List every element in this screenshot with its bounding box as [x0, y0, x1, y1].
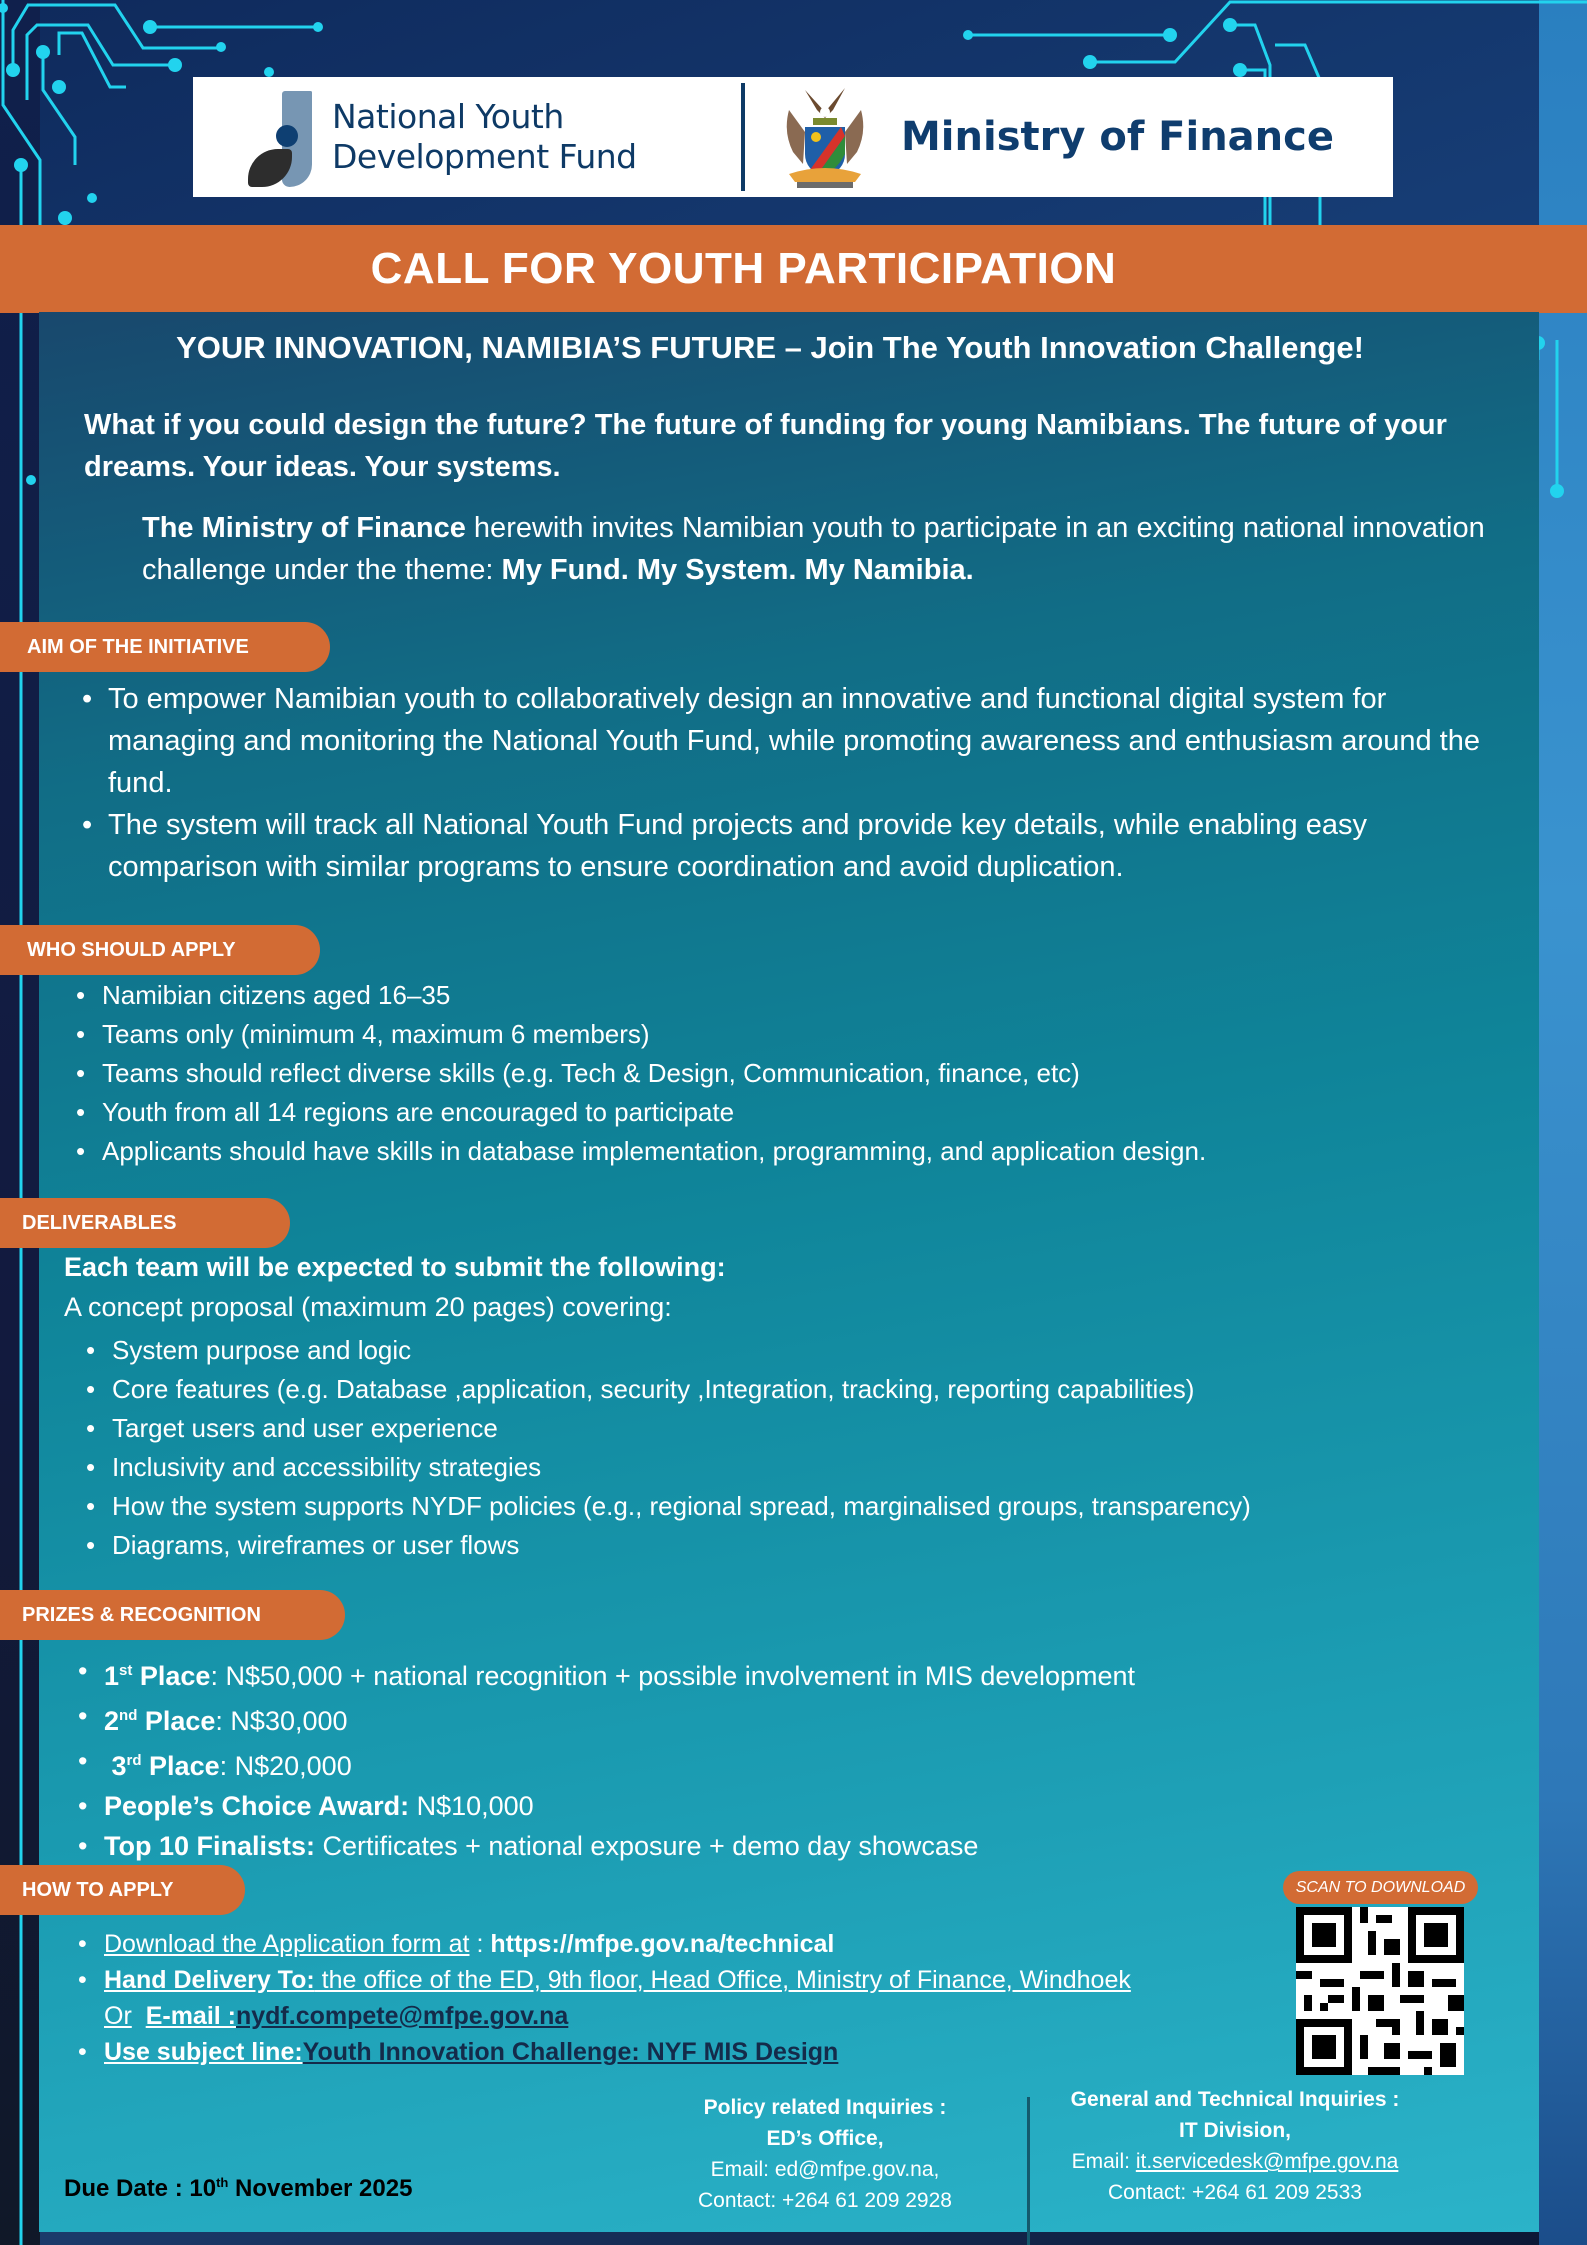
apply-list	[76, 1926, 1316, 2070]
background-right-strip	[1539, 0, 1587, 2245]
title-banner	[0, 225, 1587, 313]
list-item: • Applicants should have skills in database implementation, programming, and application design.	[74, 1132, 1514, 1171]
section-label-deliverables: DELIVERABLES	[0, 1198, 290, 1248]
apply-subject: • Use subject line:Youth Innovation Challenge: NYF MIS Design	[76, 2034, 1316, 2070]
deliverables-heading: Each team will be expected to submit the following:	[64, 1252, 726, 1282]
subject-line: Youth Innovation Challenge: NYF MIS Design	[302, 2038, 839, 2066]
apply-download: • Download the Application form at : https://mfpe.gov.na/technical	[76, 1926, 1316, 1962]
section-label-prizes: PRIZES & RECOGNITION	[0, 1590, 345, 1640]
list-item: • Namibian citizens aged 16–35	[74, 976, 1514, 1015]
page-title: CALL FOR YOUTH PARTICIPATION	[370, 244, 1117, 293]
nydf-name-line2: Development Fund	[332, 137, 637, 176]
prize-item: • 2nd Place: N$30,000	[76, 1696, 1516, 1741]
prize-item: • 1st Place: N$50,000 + national recognition + possible involvement in MIS development	[76, 1651, 1516, 1696]
submission-email-link[interactable]: nydf.compete@mfpe.gov.na	[235, 2002, 569, 2030]
technical-inquiries: General and Technical Inquiries : IT Division, Email: it.servicedesk@mfpe.gov.na Contact: +264 61 209 2533	[1055, 2084, 1415, 2208]
section-label-who: WHO SHOULD APPLY	[0, 925, 320, 975]
logo-divider	[741, 83, 745, 191]
list-item: • Youth from all 14 regions are encouraged to participate	[74, 1093, 1514, 1132]
tech-email-link[interactable]: it.servicedesk@mfpe.gov.na	[1135, 2150, 1399, 2173]
tech-contact: Contact: +264 61 209 2533	[1108, 2181, 1362, 2204]
scan-to-download-badge: SCAN TO DOWNLOAD	[1283, 1871, 1478, 1904]
list-item: • System purpose and logic	[84, 1331, 1524, 1370]
deliverables-list	[84, 1331, 1524, 1565]
section-label-aim: AIM OF THE INITIATIVE	[0, 622, 330, 672]
apply-hand-delivery: • Hand Delivery To: the office of the ED, 9th floor, Head Office, Ministry of Finance, Windhoek Or E-mail :nydf.compete@mfpe.gov.na	[76, 1962, 1316, 2034]
invitation-org: The Ministry of Finance	[142, 512, 466, 544]
headline: YOUR INNOVATION, NAMIBIA’S FUTURE – Join The Youth Innovation Challenge!	[176, 330, 1364, 365]
list-item: • Inclusivity and accessibility strategies	[84, 1448, 1524, 1487]
who-list	[74, 976, 1514, 1171]
logo-banner	[193, 77, 1393, 197]
download-link[interactable]: Download the Application form at	[104, 1930, 470, 1958]
theme: My Fund. My System. My Namibia.	[501, 554, 974, 586]
policy-inquiries: Policy related Inquiries : ED’s Office, Email: ed@mfpe.gov.na, Contact: +264 61 209 2928	[660, 2092, 990, 2216]
nydf-logo	[193, 89, 733, 185]
invitation-text	[142, 507, 1502, 591]
prize-item: • 3rd Place: N$20,000	[76, 1741, 1516, 1786]
mof-logo	[775, 82, 1334, 192]
policy-contact: Contact: +264 61 209 2928	[698, 2189, 952, 2212]
nydf-name-line1: National Youth	[332, 97, 564, 136]
inquiries-divider	[1027, 2097, 1030, 2245]
prize-item: • Top 10 Finalists: Certificates + national exposure + demo day showcase	[76, 1826, 1516, 1866]
list-item: • Teams only (minimum 4, maximum 6 members)	[74, 1015, 1514, 1054]
list-item: • How the system supports NYDF policies (e.g., regional spread, marginalised groups, transparency)	[84, 1487, 1524, 1526]
aim-list	[80, 678, 1520, 888]
prizes-list	[76, 1651, 1516, 1866]
download-url[interactable]: https://mfpe.gov.na/technical	[490, 1930, 835, 1958]
nydf-logo-icon	[248, 89, 314, 185]
coat-of-arms-icon	[775, 82, 875, 192]
mof-name: Ministry of Finance	[901, 114, 1334, 160]
prize-item: • People’s Choice Award: N$10,000	[76, 1786, 1516, 1826]
due-date: Due Date : 10th November 2025	[64, 2175, 413, 2202]
list-item: • The system will track all National Youth Fund projects and provide key details, while enabling easy comparison with similar programs to ensure coordination and avoid duplication.	[80, 804, 1520, 888]
list-item: • Target users and user experience	[84, 1409, 1524, 1448]
list-item: • Core features (e.g. Database ,application, security ,Integration, tracking, reporting capabilities)	[84, 1370, 1524, 1409]
lead-text: What if you could design the future? The future of funding for young Namibians. The future of your dreams. Your ideas. Your systems.	[84, 409, 1447, 483]
deliverables-subheading: A concept proposal (maximum 20 pages) covering:	[64, 1292, 672, 1322]
policy-email[interactable]: Email: ed@mfpe.gov.na,	[710, 2158, 940, 2181]
section-label-apply: HOW TO APPLY	[0, 1865, 245, 1915]
qr-code[interactable]	[1296, 1907, 1464, 2075]
list-item: • To empower Namibian youth to collaboratively design an innovative and functional digital system for managing and monitoring the National Youth Fund, while promoting awareness and enthusiasm around the fund.	[80, 678, 1520, 804]
delivery-address: the office of the ED, 9th floor, Head Office, Ministry of Finance, Windhoek	[314, 1966, 1131, 1994]
invitation-body: herewith invites Namibian youth to participate in an exciting national innovation challenge under the theme:	[142, 512, 1485, 586]
list-item: • Diagrams, wireframes or user flows	[84, 1526, 1524, 1565]
list-item: • Teams should reflect diverse skills (e.g. Tech & Design, Communication, finance, etc)	[74, 1054, 1514, 1093]
